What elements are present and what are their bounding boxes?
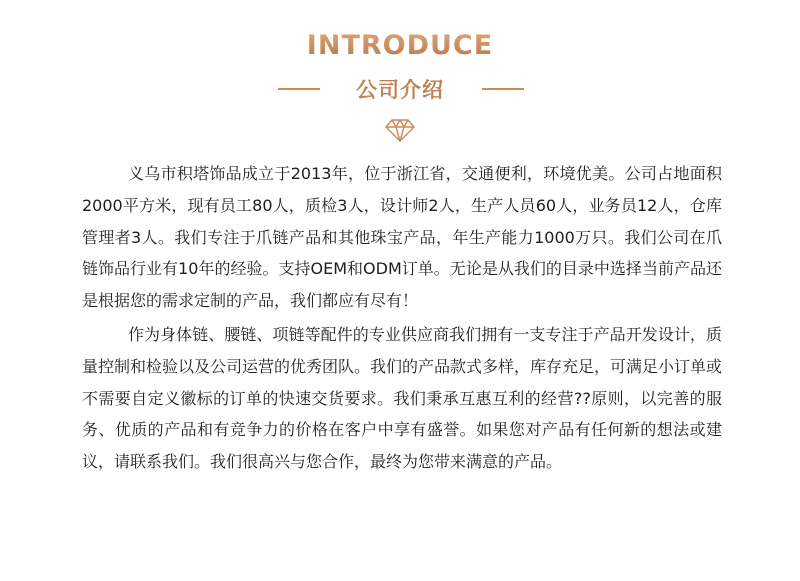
section-title-cn: 公司介绍	[356, 78, 444, 102]
intro-paragraph-1: 义乌市积塔饰品成立于2013年，位于浙江省，交通便利，环境优美。公司占地面积2000平方米，现有员工80人，质检3人，设计师2人，生产人员60人，业务员12人，仓库管理者3人。我们专注于爪链产品和其他珠宝产品，年生产能力1000万只。我们公司在爪链饰品行业有10年的经验。支持OEM和ODM订单。无论是从我们的目录中选择当前产品还是根据您的需求定制的产品，我们都应有尽有！	[82, 164, 722, 311]
diamond-icon	[385, 118, 415, 142]
section-subtitle-row	[0, 74, 800, 104]
section-title-en: INTRODUCE	[0, 30, 800, 61]
right-divider-line	[482, 88, 524, 90]
intro-body	[82, 158, 722, 478]
intro-paragraph-2: 作为身体链、腰链、项链等配件的专业供应商我们拥有一支专注于产品开发设计，质量控制和检验以及公司运营的优秀团队。我们的产品款式多样，库存充足，可满足小订单或不需要自定义徽标的订单的快速交货要求。我们秉承互惠互利的经营??原则，以完善的服务、优质的产品和有竞争力的价格在客户中享有盛誉。如果您对产品有任何新的想法或建议，请联系我们。我们很高兴与您合作，最终为您带来满意的产品。	[82, 324, 723, 472]
